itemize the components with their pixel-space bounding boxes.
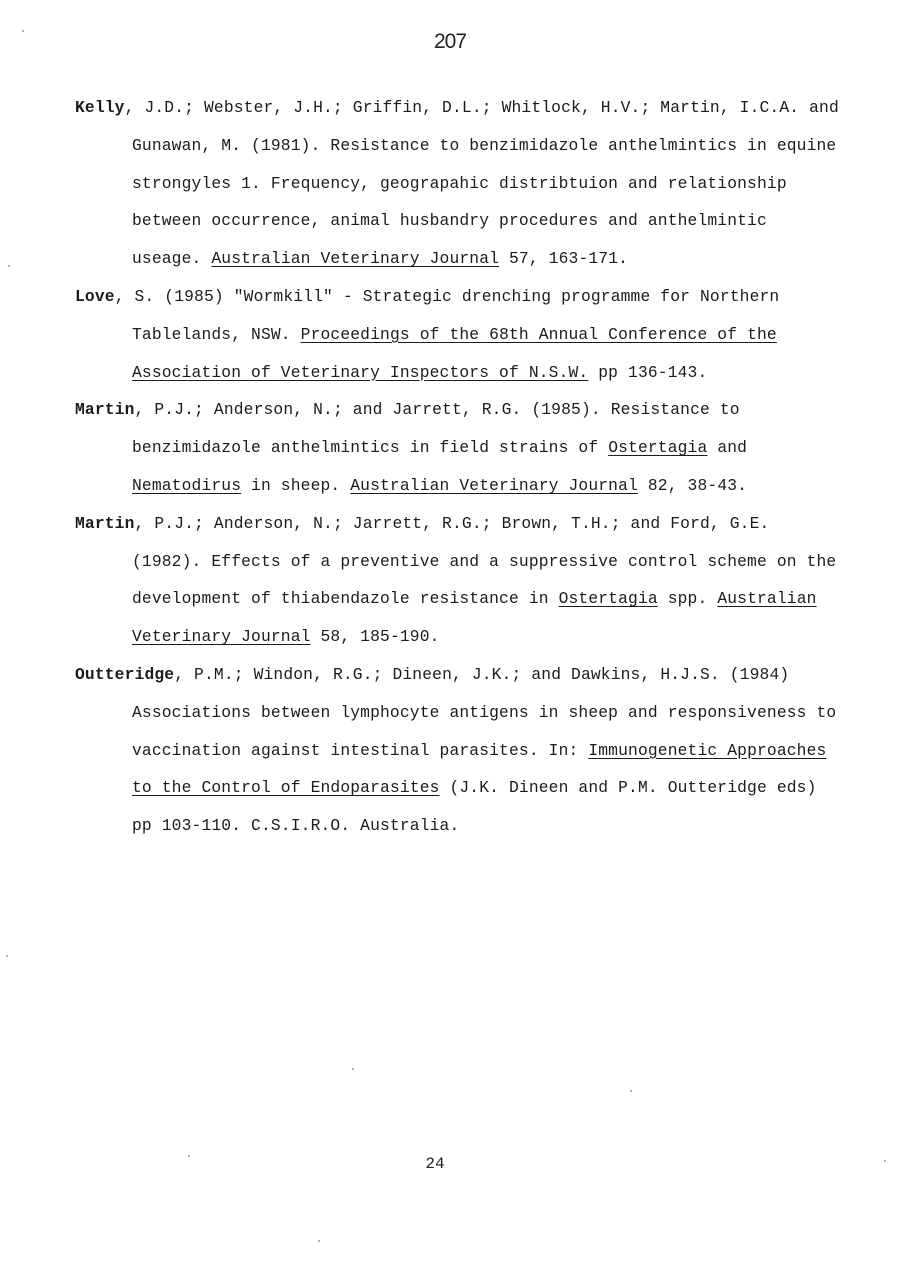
reference-text: , P.J.; Anderson, N.; and Jarrett, R.G. (1985). Resistance to benzimidazole anthelmintics in field strains of bbox=[132, 400, 740, 458]
reference-author: Love bbox=[75, 286, 115, 306]
scan-speck bbox=[884, 1160, 886, 1162]
reference-author: Outteridge bbox=[75, 664, 175, 684]
reference-text: pp 136-143. bbox=[588, 362, 708, 382]
reference-author: Martin bbox=[75, 400, 135, 420]
reference-text: , S. (1985) "Wormkill" - Strategic drenching programme for Northern Tablelands, NSW. bbox=[114, 286, 780, 344]
reference-underlined-title: Australian Veterinary Journal bbox=[211, 249, 500, 269]
reference-text: and bbox=[707, 438, 748, 458]
reference-entry bbox=[75, 89, 845, 278]
page-number-bottom: 24 bbox=[425, 1155, 445, 1173]
reference-entry bbox=[75, 656, 845, 845]
reference-text: 82, 38-43. bbox=[637, 475, 748, 495]
reference-text: 58, 185-190. bbox=[310, 627, 440, 647]
reference-underlined-title: Ostertagia bbox=[608, 438, 708, 458]
reference-text: 57, 163-171. bbox=[499, 249, 629, 269]
reference-list bbox=[75, 89, 845, 845]
reference-text: , P.J.; Anderson, N.; Jarrett, R.G.; Brown, T.H.; and Ford, G.E. (1982). Effects of a preventive and a suppressive control scheme on the development of thiabendazole resistance in bbox=[132, 513, 837, 609]
reference-entry bbox=[75, 391, 845, 504]
reference-entry bbox=[75, 278, 845, 391]
scan-speck bbox=[22, 30, 24, 32]
reference-text: (J.K. Dineen and P.M. Outteridge eds) pp 103-110. C.S.I.R.O. Australia. bbox=[132, 778, 817, 836]
reference-underlined-title: Australian Veterinary Journal bbox=[350, 475, 638, 495]
page-number-top: 207 bbox=[433, 30, 467, 53]
reference-author: Kelly bbox=[75, 98, 125, 117]
scan-speck bbox=[318, 1240, 320, 1242]
scan-speck bbox=[8, 265, 10, 267]
reference-text: spp. bbox=[657, 589, 718, 609]
scan-speck bbox=[188, 1155, 190, 1157]
scan-speck bbox=[6, 955, 8, 957]
reference-underlined-title: Immunogenetic Approaches to the Control of Endoparasites bbox=[132, 740, 827, 798]
reference-entry bbox=[75, 505, 845, 656]
scan-speck bbox=[352, 1068, 354, 1070]
reference-text: , J.D.; Webster, J.H.; Griffin, D.L.; Whitlock, H.V.; Martin, I.C.A. and Gunawan, M. (1981). Resistance to benzimidazole anthelmintics in equine strongyles 1. Frequency, geograpahic distribtuion and relationship between occurrence, animal husbandry procedures and anthelmintic useage. bbox=[124, 98, 839, 269]
scan-speck bbox=[630, 1090, 632, 1092]
reference-underlined-title: Proceedings of the 68th Annual Conference of the Association of Veterinary Inspectors of N.S.W. bbox=[132, 324, 777, 382]
reference-underlined-title: Ostertagia bbox=[558, 589, 658, 609]
reference-underlined-title: Nematodirus bbox=[132, 475, 242, 495]
reference-author: Martin bbox=[75, 513, 135, 533]
reference-underlined-title: Australian Veterinary Journal bbox=[132, 589, 817, 647]
reference-text: in sheep. bbox=[241, 475, 351, 495]
reference-text: , P.M.; Windon, R.G.; Dineen, J.K.; and Dawkins, H.J.S. (1984) Associations between lymphocyte antigens in sheep and responsiveness to vaccination against intestinal parasites. In: bbox=[132, 664, 837, 760]
